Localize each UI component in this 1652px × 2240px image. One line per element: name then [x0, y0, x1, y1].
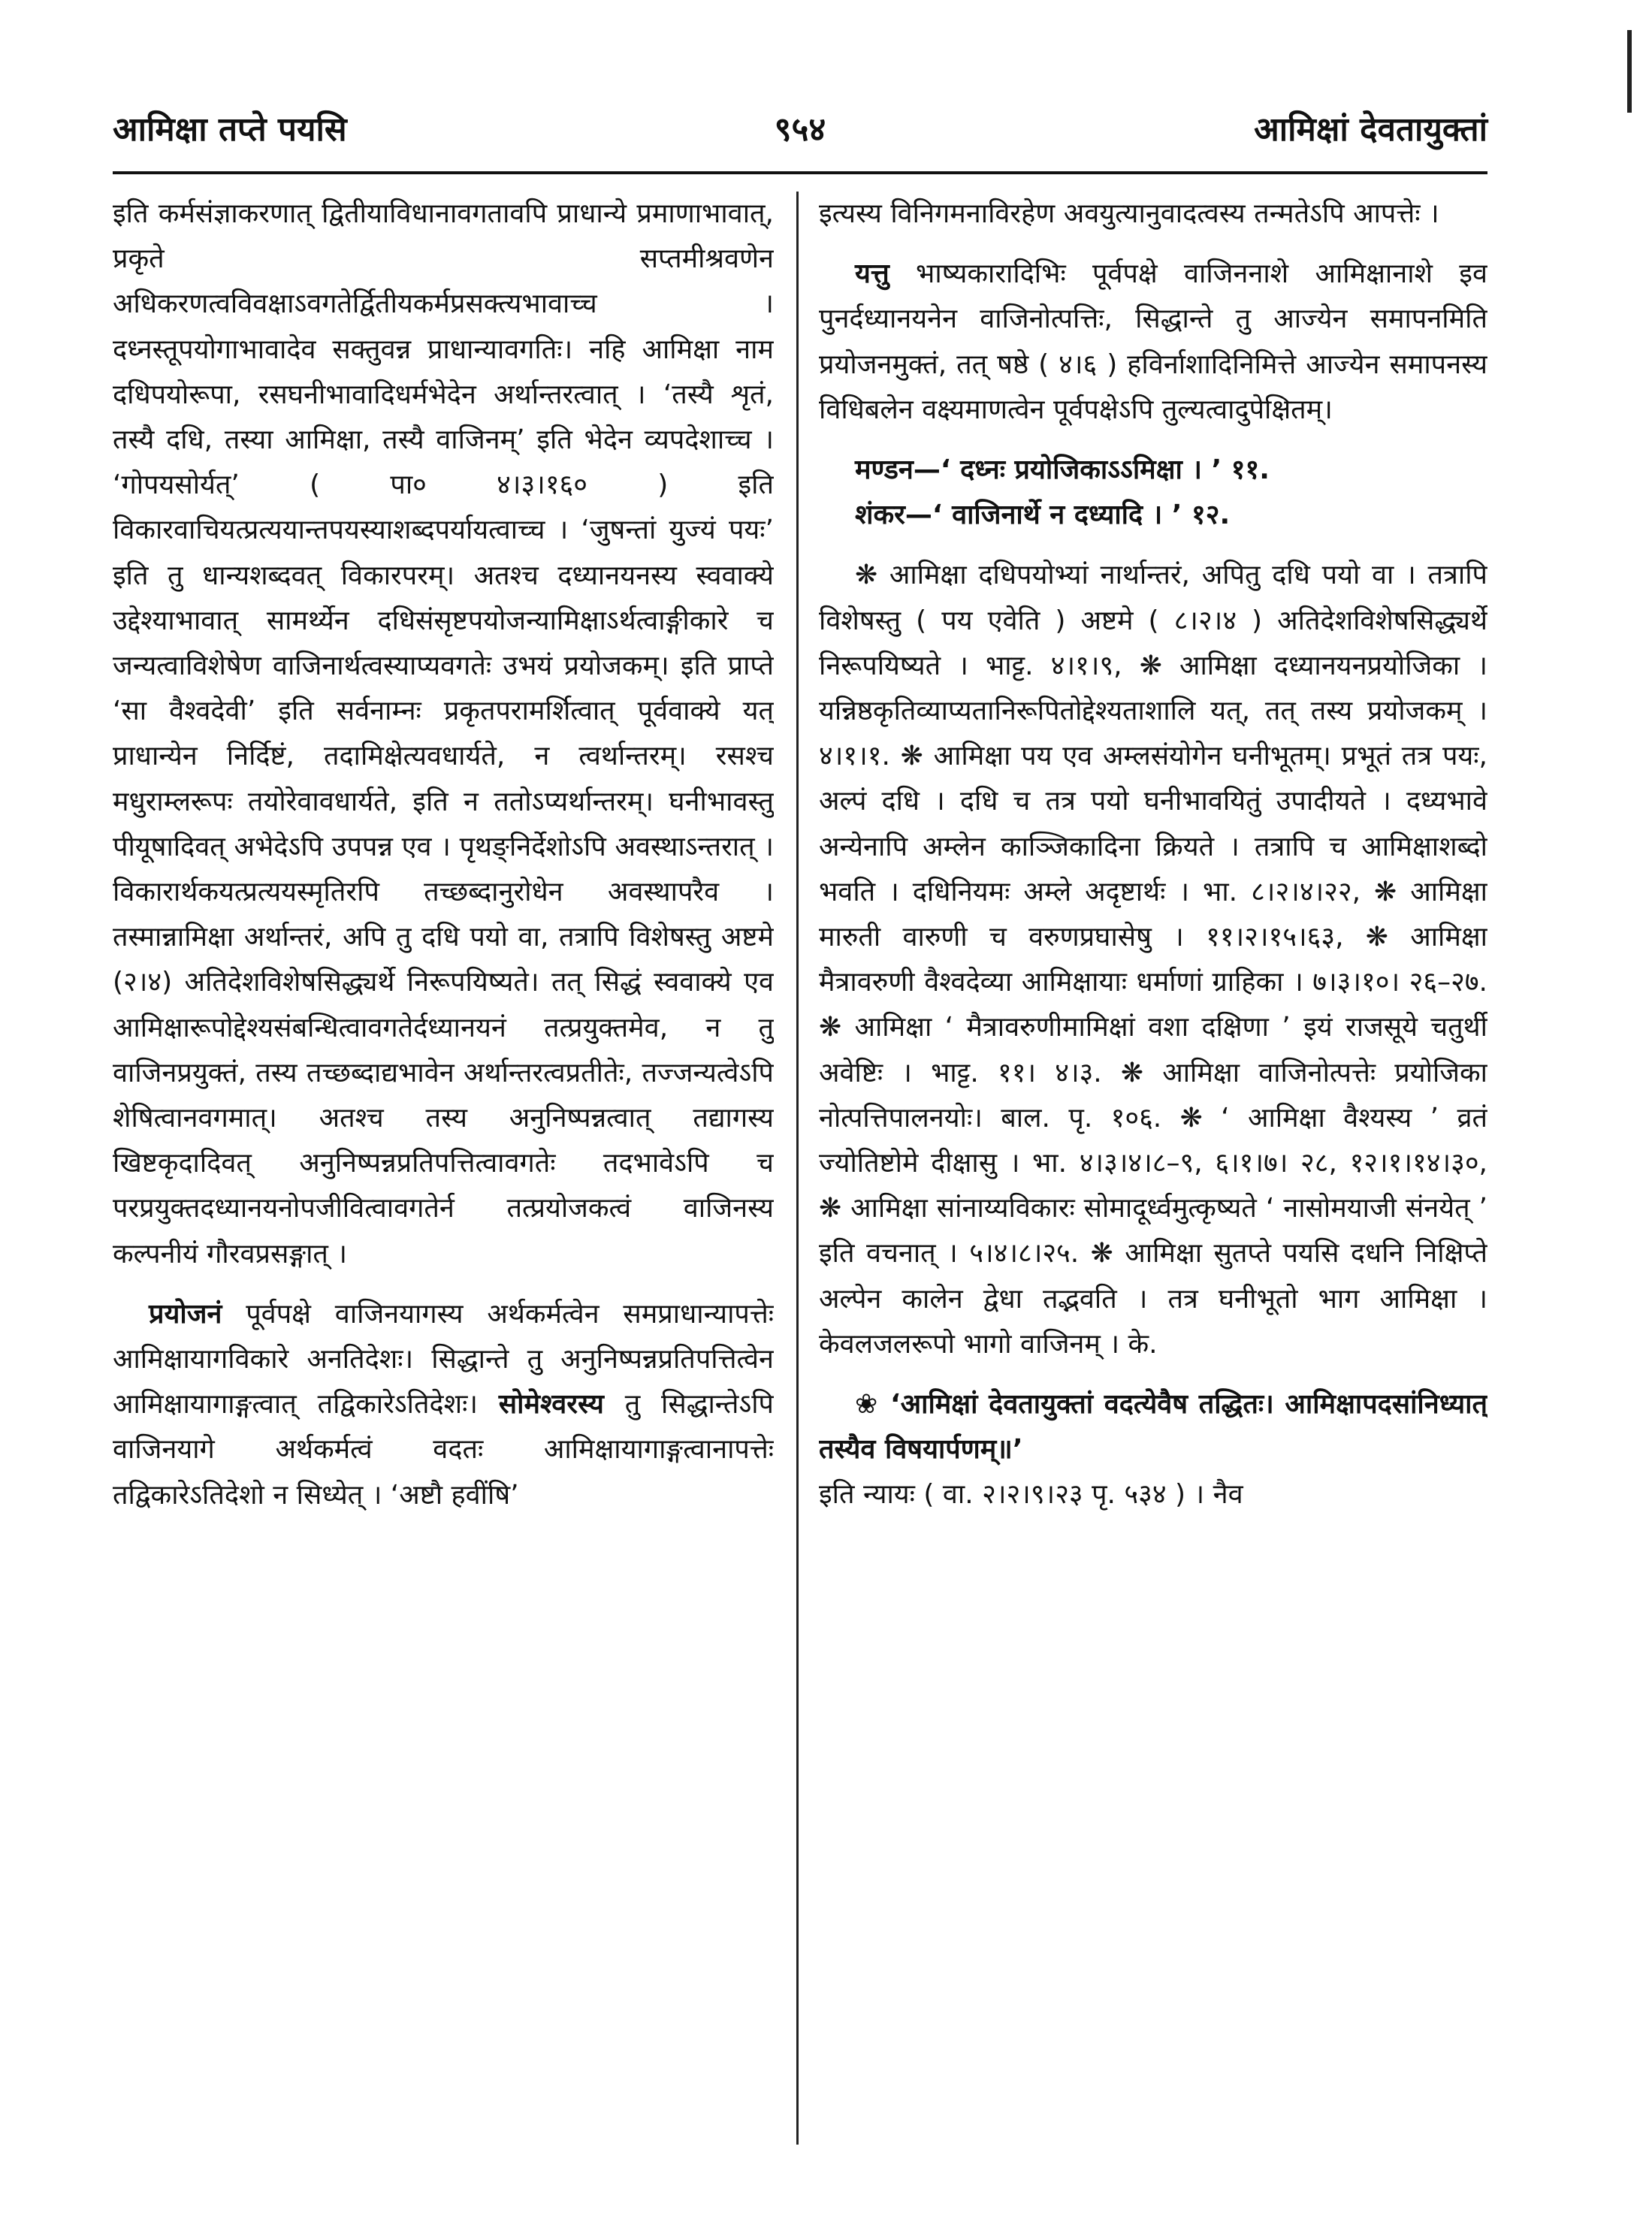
page-edge-mark — [1627, 30, 1632, 113]
left-column — [113, 192, 774, 2152]
right-paragraph-2-text: भाष्यकारादिभिः पूर्वपक्षे वाजिननाशे आमिक्षानाशे इव पुनर्दध्यानयनेन वाजिनोत्पत्तिः, सिद्धान्ते तु आज्येन समापनमिति प्रयोजनमुक्तं, तत् षष्ठे ( ४।६ ) हविर्नाशादिनिमित्ते आज्येन समापनस्य विधिबलेन वक्ष्यमाणत्वेन पूर्वपक्षेऽपि तुल्यत्वादुपेक्षितम्। — [819, 258, 1487, 425]
nyaya-verse-tail: इति न्यायः ( वा. २।२।९।२३ पृ. ५३४ ) । नैव — [819, 1479, 1243, 1511]
header-rule — [113, 171, 1487, 174]
right-paragraph-2 — [819, 252, 1487, 433]
page-number: ९५४ — [774, 110, 826, 149]
right-paragraph-3: ❋ आमिक्षा दधिपयोभ्यां नार्थान्तरं, अपितु दधि पयो वा । तत्रापि विशेषस्तु ( पय एवेति ) अष्टमे ( ८।२।४ ) अतिदेशविशेषसिद्ध्यर्थे निरूपयिष्यते । भाट्ट. ४।१।९, ❋ आमिक्षा दध्यानयनप्रयोजिका । यन्निष्ठकृतिव्याप्यतानिरूपितोद्देश्यताशालि यत्, तत् तस्य प्रयोजकम् । ४।१।१. ❋ आमिक्षा पय एव अम्लसंयोगेन घनीभूतम्। प्रभूतं तत्र पयः, अल्पं दधि । दधि च तत्र पयो घनीभावयितुं उपादीयते । दध्यभावे अन्येनापि अम्लेन काञ्जिकादिना क्रियते । तत्रापि च आमिक्षाशब्दो भवति । दधिनियमः अम्ले अदृष्टार्थः । भा. ८।२।४।२२, ❋ आमिक्षा मारुती वारुणी च वरुणप्रघासेषु । ११।२।१५।६३, ❋ आमिक्षा मैत्रावरुणी वैश्वदेव्या आमिक्षायाः धर्माणां ग्राहिका । ७।३।१०। २६–२७. ❋ आमिक्षा ‘ मैत्रावरुणीमामिक्षां वशा दक्षिणा ’ इयं राजसूये चतुर्थी अवेष्टिः । भाट्ट. ११। ४।३. ❋ आमिक्षा वाजिनोत्पत्तेः प्रयोजिका नोत्पत्तिपालनयोः। बाल. पृ. १०६. ❋ ‘ आमिक्षा वैश्यस्य ’ व्रतं ज्योतिष्टोमे दीक्षासु । भा. ४।३।४।८–९, ६।१।७। २८, १२।१।१४।३०, ❋ आमिक्षा सांनाय्यविकारः सोमादूर्ध्वमुत्कृष्यते ‘ नासोमयाजी संनयेत् ’ इति वचनात् । ५।४।८।२५. ❋ आमिक्षा सुतप्ते पयसि दधनि निक्षिप्ते अल्पेन कालेन द्वेधा तद्भवति । तत्र घनीभूतो भाग आमिक्षा । केवलजलरूपो भागो वाजिनम् । के. — [819, 560, 1487, 1360]
header-right-keyword: आमिक्षां देवतायुक्तां — [1254, 110, 1487, 149]
shankar-line — [819, 493, 1487, 538]
left-paragraph-2-text-b: तु सिद्धान्तेऽपि वाजिनयागे अर्थकर्मत्वं वदतः आमिक्षायागाङ्गत्वानापत्तेः तद्विकारेऽतिदेशो न सिध्येत् । ‘अष्टौ हवींषि’ — [113, 1389, 774, 1511]
shankar-text: —‘ वाजिनार्थे न दध्यादि । ’ १२. — [905, 500, 1231, 531]
nyaya-verse-text: ‘आमिक्षां देवतायुक्तां वदत्येवैष तद्धितः। आमिक्षापदसांनिध्यात् तस्यैव विषयार्पणम्॥’ — [819, 1389, 1487, 1466]
right-column — [819, 192, 1487, 2152]
prayojanam-lead: प्रयोजनं — [149, 1298, 222, 1330]
right-paragraph-1: इत्यस्य विनिगमनाविरहेण अवयुत्यानुवादत्वस्य तन्मतेऽपि आपत्तेः । — [819, 198, 1439, 229]
shankar-label: शंकर — [855, 500, 905, 531]
left-paragraph-2-text-a: पूर्वपक्षे वाजिनयागस्य अर्थकर्मत्वेन समप्राधान्यापत्तेः आमिक्षायागविकारे अनतिदेशः। सिद्धान्ते तु अनुनिष्पन्नप्रतिपत्तित्वेन आमिक्षायागाङ्गत्वात् तद्विकारेऽतिदेशः। — [113, 1298, 774, 1420]
left-paragraph-1: इति कर्मसंज्ञाकरणात् द्वितीयाविधानावगतावपि प्राधान्ये प्रमाणाभावात्, प्रकृते सप्तमीश्रवणेन अधिकरणत्वविवक्षाऽवगतेर्द्वितीयकर्मप्रसक्त्यभावाच्च । दध्नस्तूपयोगाभावादेव सक्तुवन्न प्राधान्यावगतिः। नहि आमिक्षा नाम दधिपयोरूपा, रसघनीभावादिधर्मभेदेन अर्थान्तरत्वात् । ‘तस्यै शृतं, तस्यै दधि, तस्या आमिक्षा, तस्यै वाजिनम्’ इति भेदेन व्यपदेशाच्च । ‘गोपयसोर्यत्’ ( पा० ४।३।१६० ) इति विकारवाचियत्प्रत्ययान्तपयस्याशब्दपर्यायत्वाच्च । ‘जुषन्तां युज्यं पयः’ इति तु धान्यशब्दवत् विकारपरम्। अतश्च दध्यानयनस्य स्ववाक्ये उद्देश्याभावात् सामर्थ्येन दधिसंसृष्टपयोजन्यामिक्षाऽर्थत्वाङ्गीकारे च जन्यत्वाविशेषेण वाजिनार्थत्वस्याप्यवगतेः उभयं प्रयोजकम्। इति प्राप्ते ‘सा वैश्वदेवी’ इति सर्वनाम्नः प्रकृतपरामर्शित्वात् पूर्ववाक्ये यत् प्राधान्येन निर्दिष्टं, तदामिक्षेत्यवधार्यते, न त्वर्थान्तरम्। रसश्च मधुराम्लरूपः तयोरेवावधार्यते, इति न ततोऽप्यर्थान्तरम्। घनीभावस्तु पीयूषादिवत् अभेदेऽपि उपपन्न एव । पृथङ्निर्देशोऽपि अवस्थाऽन्तरात् । विकारार्थकयत्प्रत्ययस्मृतिरपि तच्छब्दानुरोधेन अवस्थापरैव । तस्मान्नामिक्षा अर्थान्तरं, अपि तु दधि पयो वा, तत्रापि विशेषस्तु अष्टमे (२।४) अतिदेशविशेषसिद्ध्यर्थे निरूपयिष्यते। तत् सिद्धं स्ववाक्ये एव आमिक्षारूपोद्देश्यसंबन्धित्वावगतेर्दध्यानयनं तत्प्रयुक्तमेव, न तु वाजिनप्रयुक्तं, तस्य तच्छब्दाद्यभावेन अर्थान्तरत्वप्रतीतेः, तज्जन्यत्वेऽपि शेषित्वानवगमात्। अतश्च तस्य अनुनिष्पन्नत्वात् तद्यागस्य खिष्टकृदादिवत् अनुनिष्पन्नप्रतिपत्तित्वावगतेः तदभावेऽपि च परप्रयुक्तदध्यानयनोपजीवित्वावगतेर्न तत्प्रयोजकत्वं वाजिनस्य कल्पनीयं गौरवप्रसङ्गात् । — [113, 198, 774, 1269]
left-paragraph-2 — [113, 1292, 774, 1518]
column-divider — [796, 192, 799, 2145]
header-left-keyword: आमिक्षा तप्ते पयसि — [113, 110, 347, 149]
someshvara-name: सोमेश्वरस्य — [498, 1389, 604, 1420]
yattu-lead: यत्तु — [855, 258, 889, 290]
mandan-label: मण्डन — [855, 454, 914, 486]
nyaya-verse — [819, 1382, 1487, 1472]
mandan-text: —‘ दध्नः प्रयोजिकाऽऽमिक्षा । ’ ११. — [913, 454, 1270, 486]
mandan-line — [819, 448, 1487, 493]
running-header — [113, 105, 1487, 158]
flower-ornament-icon: ❀ — [855, 1389, 880, 1420]
